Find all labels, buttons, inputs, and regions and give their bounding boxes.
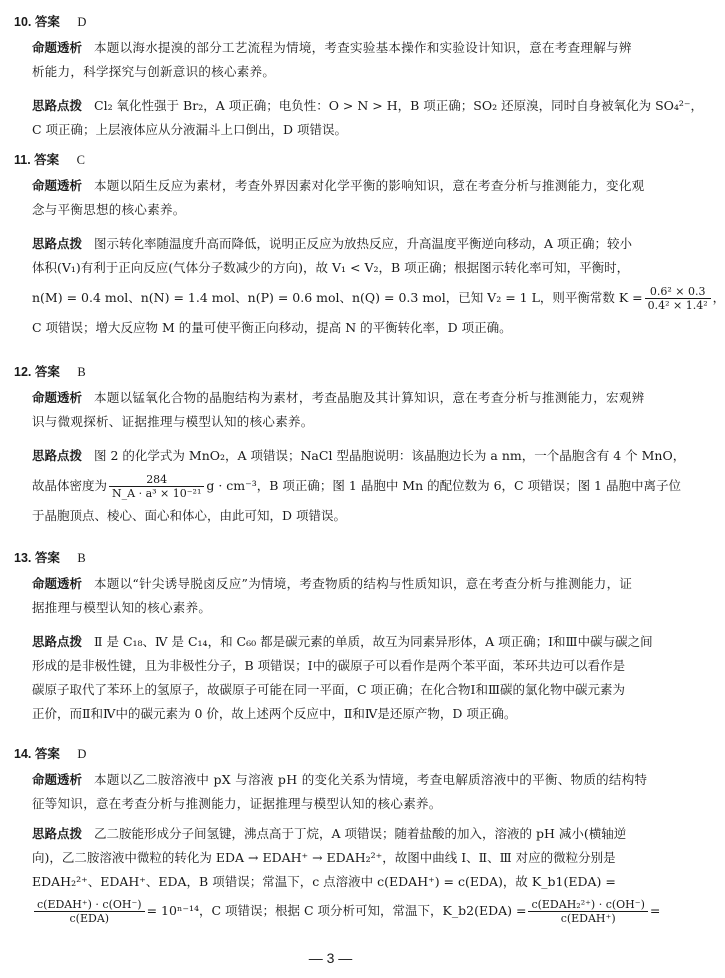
analysis-text: 本题以“针尖诱导脱卤反应”为情境，考查物质的结构与性质知识，意在考查分析与推测能力，证 bbox=[94, 576, 633, 591]
hint-label: 思路点拨 bbox=[32, 99, 83, 113]
hint-text: 形成的是非极性键，且为非极性分子，B 项错误；Ⅰ中的碳原子可以看作是两个苯平面，苯环共边可以看作是 bbox=[32, 658, 626, 673]
fraction-numerator: c(EDAH⁺) · c(OH⁻) bbox=[34, 898, 145, 912]
question-14-header bbox=[14, 744, 86, 762]
hint-text: 向)，乙二胺溶液中微粒的转化为 EDA → EDAH⁺ → EDAH₂²⁺，故图中曲线 Ⅰ、Ⅱ、Ⅲ 对应的微粒分别是 bbox=[32, 850, 616, 865]
analysis-text: 本题以陌生反应为素材，考查外界因素对化学平衡的影响知识，意在考查分析与推测能力，变化观 bbox=[94, 178, 645, 193]
analysis-text: 本题以乙二胺溶液中 pX 与溶液 pH 的变化关系为情境，考查电解质溶液中的平衡、物质的结构特 bbox=[94, 772, 648, 787]
analysis-text: 念与平衡思想的核心素养。 bbox=[32, 202, 186, 217]
fraction-denominator: N_A · a³ × 10⁻²¹ bbox=[112, 487, 202, 500]
hint-text: 乙二胺能形成分子间氢键，沸点高于丁烷，A 项错误；随着盐酸的加入，溶液的 pH 减小(横轴逆 bbox=[94, 826, 627, 841]
question-10-hint bbox=[32, 94, 703, 142]
kb1-fraction bbox=[34, 898, 145, 925]
hint-label: 思路点拨 bbox=[32, 635, 83, 649]
hint-label: 思路点拨 bbox=[32, 827, 83, 841]
analysis-text: 据推理与模型认知的核心素养。 bbox=[32, 600, 212, 615]
question-11-hint bbox=[32, 232, 725, 340]
fraction-denominator: 0.4² × 1.4² bbox=[647, 299, 708, 312]
question-number: 14. bbox=[14, 747, 32, 761]
fraction-denominator: c(EDA) bbox=[69, 912, 110, 925]
hint-text: n(M) = 0.4 mol、n(N) = 1.4 mol、n(P) = 0.6 mol、n(Q) = 0.3 mol，已知 V₂ = 1 L，则平衡常数 K = bbox=[32, 290, 643, 305]
question-13-hint bbox=[32, 630, 653, 726]
hint-text: EDAH₂²⁺、EDAH⁺、EDA，B 项错误；常温下，c 点溶液中 c(EDAH⁺) = c(EDA)，故 K_b1(EDA) = bbox=[32, 874, 616, 889]
analysis-label: 命题透析 bbox=[32, 773, 83, 787]
answer-letter: B bbox=[77, 365, 86, 379]
answer-letter: D bbox=[77, 15, 87, 29]
answer-label: 答案 bbox=[34, 365, 60, 379]
analysis-label: 命题透析 bbox=[32, 391, 83, 405]
question-13-analysis bbox=[32, 572, 648, 620]
density-fraction bbox=[109, 473, 204, 500]
hint-text: 碳原子取代了苯环上的氢原子，故碳原子可能在同一平面，C 项正确；在化合物Ⅰ和Ⅲ碳的氯化物中碳元素为 bbox=[32, 682, 626, 697]
fraction-numerator: 0.6² × 0.3 bbox=[645, 285, 711, 299]
analysis-text: 识与微观探析、证据推理与模型认知的核心素养。 bbox=[32, 414, 314, 429]
question-14-analysis bbox=[32, 768, 648, 816]
equilibrium-constant-fraction bbox=[645, 285, 711, 312]
question-number: 11. bbox=[14, 153, 31, 167]
hint-text: 图 2 的化学式为 MnO₂，A 项错误；NaCl 型晶胞说明：该晶胞边长为 a nm，一个晶胞含有 4 个 MnO， bbox=[94, 448, 686, 463]
hint-text: g · cm⁻³，B 项正确；图 1 晶胞中 Mn 的配位数为 6，C 项错误；图 1 晶胞中离子位 bbox=[206, 478, 681, 493]
answer-label: 答案 bbox=[34, 747, 60, 761]
analysis-text: 本题以海水提溴的部分工艺流程为情境，考查实验基本操作和实验设计知识，意在考查理解与辨 bbox=[94, 40, 632, 55]
hint-text: 于晶胞顶点、棱心、面心和体心，由此可知，D 项错误。 bbox=[32, 508, 346, 523]
hint-text: 正价，而Ⅱ和Ⅳ中的碳元素为 0 价，故上述两个反应中，Ⅱ和Ⅳ是还原产物，D 项正确。 bbox=[32, 706, 517, 721]
hint-text: 图示转化率随温度升高而降低，说明正反应为放热反应，升高温度平衡逆向移动，A 项正确；较小 bbox=[94, 236, 633, 251]
answer-label: 答案 bbox=[34, 15, 60, 29]
question-number: 13. bbox=[14, 551, 32, 565]
question-number: 12. bbox=[14, 365, 32, 379]
hint-text: Cl₂ 氧化性强于 Br₂，A 项正确；电负性：O > N > H，B 项正确；SO₂ 还原溴，同时自身被氧化为 SO₄²⁻， bbox=[94, 98, 703, 113]
fraction-numerator: c(EDAH₂²⁺) · c(OH⁻) bbox=[528, 898, 647, 912]
answer-label: 答案 bbox=[34, 153, 60, 167]
answer-label: 答案 bbox=[34, 551, 60, 565]
question-10-header bbox=[14, 12, 86, 30]
question-number: 10. bbox=[14, 15, 32, 29]
answer-letter: B bbox=[77, 551, 86, 565]
question-11-analysis bbox=[32, 174, 648, 222]
answer-letter: D bbox=[77, 747, 87, 761]
analysis-label: 命题透析 bbox=[32, 41, 83, 55]
hint-text: C 项错误；增大反应物 M 的量可使平衡正向移动，提高 N 的平衡转化率，D 项正确。 bbox=[32, 320, 512, 335]
analysis-label: 命题透析 bbox=[32, 179, 83, 193]
question-11-header bbox=[14, 150, 85, 168]
fraction-denominator: c(EDAH⁺) bbox=[560, 912, 616, 925]
analysis-label: 命题透析 bbox=[32, 577, 83, 591]
analysis-text: 征等知识，意在考查分析与推测能力，证据推理与模型认知的核心素养。 bbox=[32, 796, 442, 811]
analysis-text: 析能力，科学探究与创新意识的核心素养。 bbox=[32, 64, 276, 79]
hint-label: 思路点拨 bbox=[32, 449, 83, 463]
punctuation: ， bbox=[712, 290, 725, 305]
hint-text: Ⅱ 是 C₁₈、Ⅳ 是 C₁₄，和 C₆₀ 都是碳元素的单质，故互为同素异形体，A 项正确；Ⅰ和Ⅲ中碳与碳之间 bbox=[94, 634, 653, 649]
hint-text: = bbox=[649, 903, 661, 918]
answer-letter: C bbox=[76, 153, 86, 167]
hint-text: = 10ⁿ⁻¹⁴，C 项错误；根据 C 项分析可知，常温下，K_b2(EDA) = bbox=[146, 903, 527, 918]
question-12-header bbox=[14, 362, 86, 380]
question-13-header bbox=[14, 548, 86, 566]
hint-label: 思路点拨 bbox=[32, 237, 83, 251]
analysis-text: 本题以锰氧化合物的晶胞结构为素材，考查晶胞及其计算知识，意在考查分析与推测能力，宏观辨 bbox=[94, 390, 645, 405]
fraction-numerator: 284 bbox=[109, 473, 204, 487]
question-12-analysis bbox=[32, 386, 648, 434]
hint-text: 体积(V₁)有利于正向反应(气体分子数减少的方向)，故 V₁ < V₂，B 项正确；根据图示转化率可知，平衡时， bbox=[32, 260, 630, 275]
question-12-hint bbox=[32, 444, 686, 528]
page-number: — 3 — bbox=[308, 950, 353, 966]
question-10-analysis bbox=[32, 36, 648, 84]
kb2-fraction bbox=[528, 898, 647, 925]
question-14-hint bbox=[32, 822, 661, 928]
hint-text: 故晶体密度为 bbox=[32, 478, 108, 493]
hint-text: C 项正确；上层液体应从分液漏斗上口倒出，D 项错误。 bbox=[32, 122, 348, 137]
